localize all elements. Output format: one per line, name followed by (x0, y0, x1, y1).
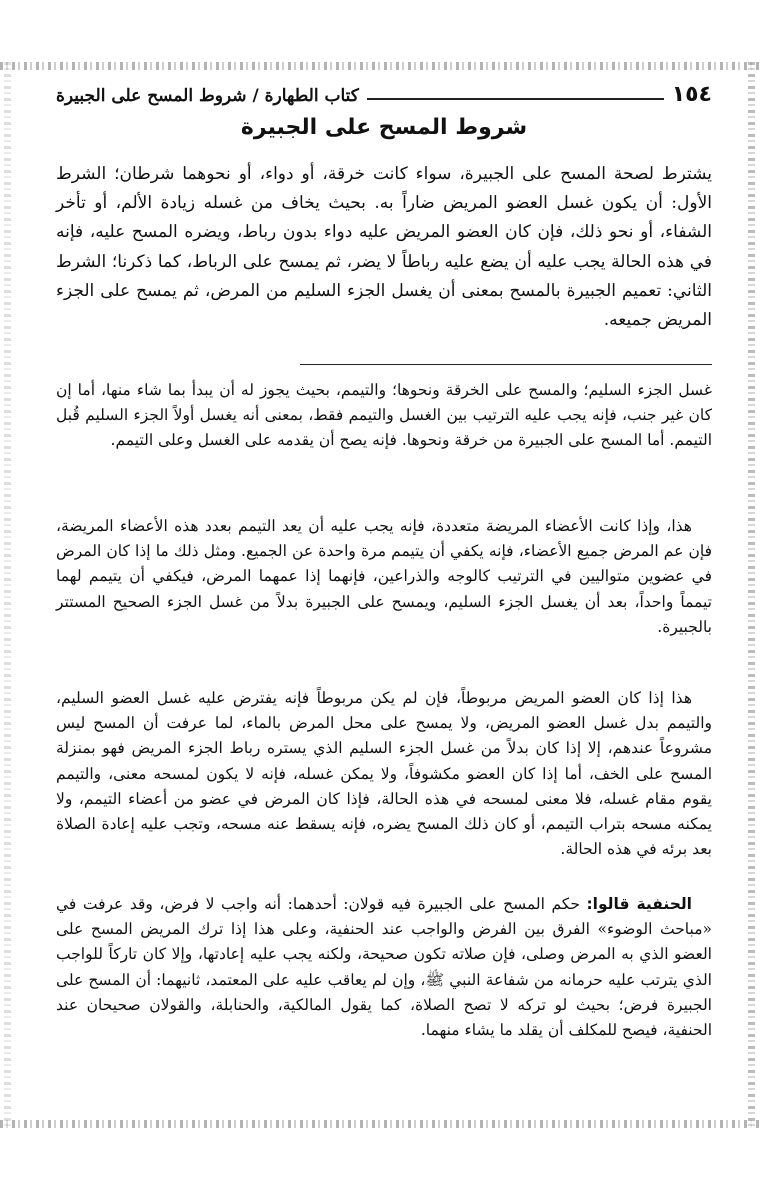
footnote-hanafi-text: حكم المسح على الجبيرة فيه قولان: أحدهما: أنه واجب لا فرض، وقد عرفت في «مباحث الوضوء» الفرق بين الفرض والواجب عند الحنفية، وعلى هذا إذا ترك المريض المسح على العضو الذي به المرض وصلى، فإن صلاته تكون صحيحة، ولكنه يجب عليه إعادتها، وإلا كان تاركاً للواجب الذي يترتب عليه حرمانه من شفاعة النبي ﷺ، وإن لم يعاقب عليه على المعتمد، ثانيهما: أن المسح على الجبيرة فرض؛ بحيث لو تركه لا تصح الصلاة، كما يقول المالكية، والحنابلة، والقولان صحيحان عند الحنفية، فيصح للمكلف أن يقلد ما يشاء منهما. (56, 895, 712, 1040)
footnote-unbandaged-organ: هذا إذا كان العضو المريض مربوطاً، فإن لم يكن مربوطاً فإنه يفترض عليه غسل العضو السليم، والتيمم بدل غسل العضو المريض، ولا يمسح على محل المرض بالماء، لما عرفت أن المسح ليس مشروعاً عندهم، إلا إذا كان بدلاً من غسل الجزء السليم الذي يستره رباط الجزء المريض فهو بمنزلة المسح على الخف، أما إذا كان العضو مكشوفاً، ولا يمكن غسله، فإنه لا يكون لمسحه معنى، والتيمم يقوم مقام غسله، فلا معنى لمسحه في هذه الحالة، فإذا كان المرض في عضو من أعضاء التيمم، ولا يمكنه مسحه بتراب التيمم، أو كان ذلك المسح يضره، فإنه يسقط عنه مسحه، وتجب عليه إعادة الصلاة بعد برئه في هذه الحالة. (56, 689, 712, 859)
page-header (56, 78, 712, 108)
footnote-continuation: غسل الجزء السليم؛ والمسح على الخرقة ونحوها؛ والتيمم، بحيث يجوز له أن يبدأ بما شاء منها، أما إن كان غير جنب، فإنه يجب عليه الترتيب بين الغسل والتيمم فقط، بمعنى أنه يغسل أولاً الجزء السليم قُبل التيمم. أما المسح على الجبيرة من خرقة ونحوها. فإنه يصح أن يقدمه على الغسل وعلى التيمم. (56, 381, 712, 450)
main-paragraph: يشترط لصحة المسح على الجبيرة، سواء كانت خرقة، أو دواء، أو نحوهما شرطان؛ الشرط الأول: أن يكون غسل العضو المريض ضاراً به. بحيث يخاف من غسله زيادة الألم، أو تأخر الشفاء، أو نحو ذلك، فإن كان العضو المريض عليه دواء بدون رباط، ويضره المسح عليه، فإنه في هذه الحالة يجب عليه أن يضع عليه رباطاً لا يضر، ثم يمسح على الرباط، كما ذكرنا؛ الشرط الثاني: تعميم الجبيرة بالمسح بمعنى أن يغسل الجزء السليم من المرض، ثم يمسح على الجزء المريض جميعه. (56, 164, 712, 331)
footnotes-block (56, 378, 712, 1043)
footnote-hanafi (56, 892, 712, 1043)
left-ornamental-border (4, 62, 11, 1128)
page-number: ١٥٤ (671, 82, 712, 107)
footnote-hanafi-lead: الحنفية قالوا: (586, 895, 692, 913)
bottom-ornamental-border (0, 1120, 760, 1128)
main-text-block (56, 160, 712, 335)
right-ornamental-border (748, 62, 755, 1128)
running-title: كتاب الطهارة / شروط المسح على الجبيرة (56, 86, 359, 106)
footnote-separator (300, 364, 712, 365)
header-rule (367, 98, 664, 100)
chapter-title: شروط المسح على الجبيرة (240, 115, 528, 140)
footnote-multiple-organs: هذا، وإذا كانت الأعضاء المريضة متعددة، فإنه يجب عليه أن يعد التيمم بعدد هذه الأعضاء المريضة، فإن عم المرض جميع الأعضاء، فإنه يكفي أن يتيمم مرة واحدة عن الجميع. ومثل ذلك ما إذا كان المرض في عضوين متواليين في الترتيب كالوجه والذراعين، فإنهما إذا عمهما المرض، فيكفي أن يتيمم لهما تيمماً واحداً، بعد أن يغسل الجزء السليم، ويمسح على الجبيرة بدلاً من غسل الجزء الصحيح المستتر بالجبيرة. (56, 517, 712, 636)
top-ornamental-border (0, 62, 760, 70)
